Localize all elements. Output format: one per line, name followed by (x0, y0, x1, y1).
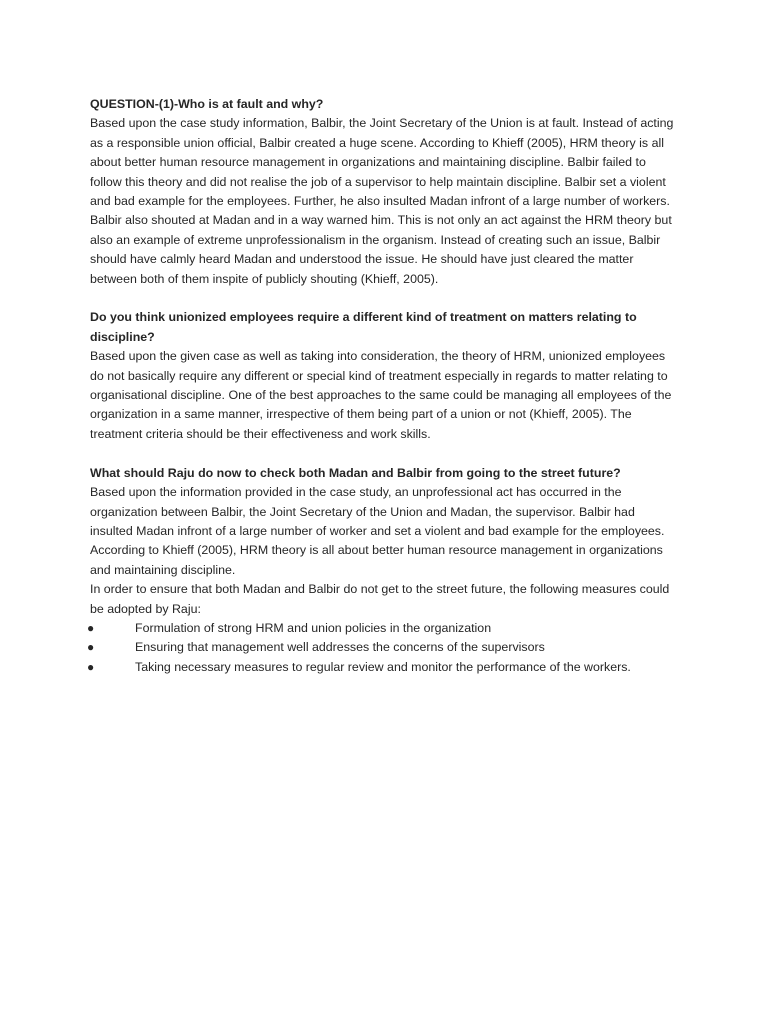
question-3-paragraph-1: Based upon the information provided in the case study, an unprofessional act has occurred in the organization between Balbir, the Joint Secretary of the Union and Madan, the supervisor. Balbir had insulted Madan infront of a large number of worker and set a violent and bad example for the employees. According to Khieff (2005), HRM theory is all about better human resource management in organizations and maintaining discipline. (90, 485, 665, 577)
list-item-text: Taking necessary measures to regular review and monitor the performance of the workers. (135, 659, 631, 674)
question-3-paragraph-2: In order to ensure that both Madan and Balbir do not get to the street future, the following measures could be adopted by Raju: (90, 582, 670, 616)
question-1-heading: QUESTION-(1)-Who is at fault and why? (90, 97, 324, 111)
question-3-heading: What should Raju do now to check both Madan and Balbir from going to the street future? (90, 465, 621, 480)
question-2-paragraph-1: Based upon the given case as well as taking into consideration, the theory of HRM, unionized employees do not basically require any different or special kind of treatment especially in regards to matter relating to organisational discipline. One of the best approaches to the same could be managing all employees of the organization in a same manner, irrespective of them being part of a union or not (Khieff, 2005). The treatment criteria should be their effectiveness and work skills. (90, 349, 672, 441)
question-2-heading: Do you think unionized employees require a different kind of treatment on matters relating to discipline? (90, 310, 637, 344)
section-spacer (90, 444, 680, 463)
bullet-icon: ● (87, 659, 95, 674)
section-spacer (90, 289, 680, 308)
list-item-text: Formulation of strong HRM and union policies in the organization (135, 620, 492, 635)
document-page (87, 95, 680, 677)
bullet-icon: ● (87, 620, 95, 635)
list-item-text: Ensuring that management well addresses the concerns of the supervisors (135, 640, 545, 655)
question-1-paragraph-2: Balbir also shouted at Madan and in a way warned him. This is not only an act against the HRM theory but also an example of extreme unprofessionalism in the organism. Instead of creating such an issue, Balbir should have calmly heard Madan and understood the issue. He should have just cleared the matter between both of them inspite of publicly shouting (Khieff, 2005). (90, 213, 672, 286)
measures-list (87, 619, 680, 677)
list-item (87, 638, 680, 657)
list-item (87, 619, 680, 638)
bullet-icon: ● (87, 640, 95, 655)
list-item (87, 658, 680, 677)
question-1-paragraph-1: Based upon the case study information, Balbir, the Joint Secretary of the Union is at fault. Instead of acting as a responsible union official, Balbir created a huge scene. According to Khieff (2005), HRM theory is all about better human resource management in organizations and maintaining discipline. Balbir failed to follow this theory and did not realise the job of a supervisor to help maintain discipline. Balbir set a violent and bad example for the employees. Further, he also insulted Madan infront of a large number of workers. (90, 116, 674, 209)
